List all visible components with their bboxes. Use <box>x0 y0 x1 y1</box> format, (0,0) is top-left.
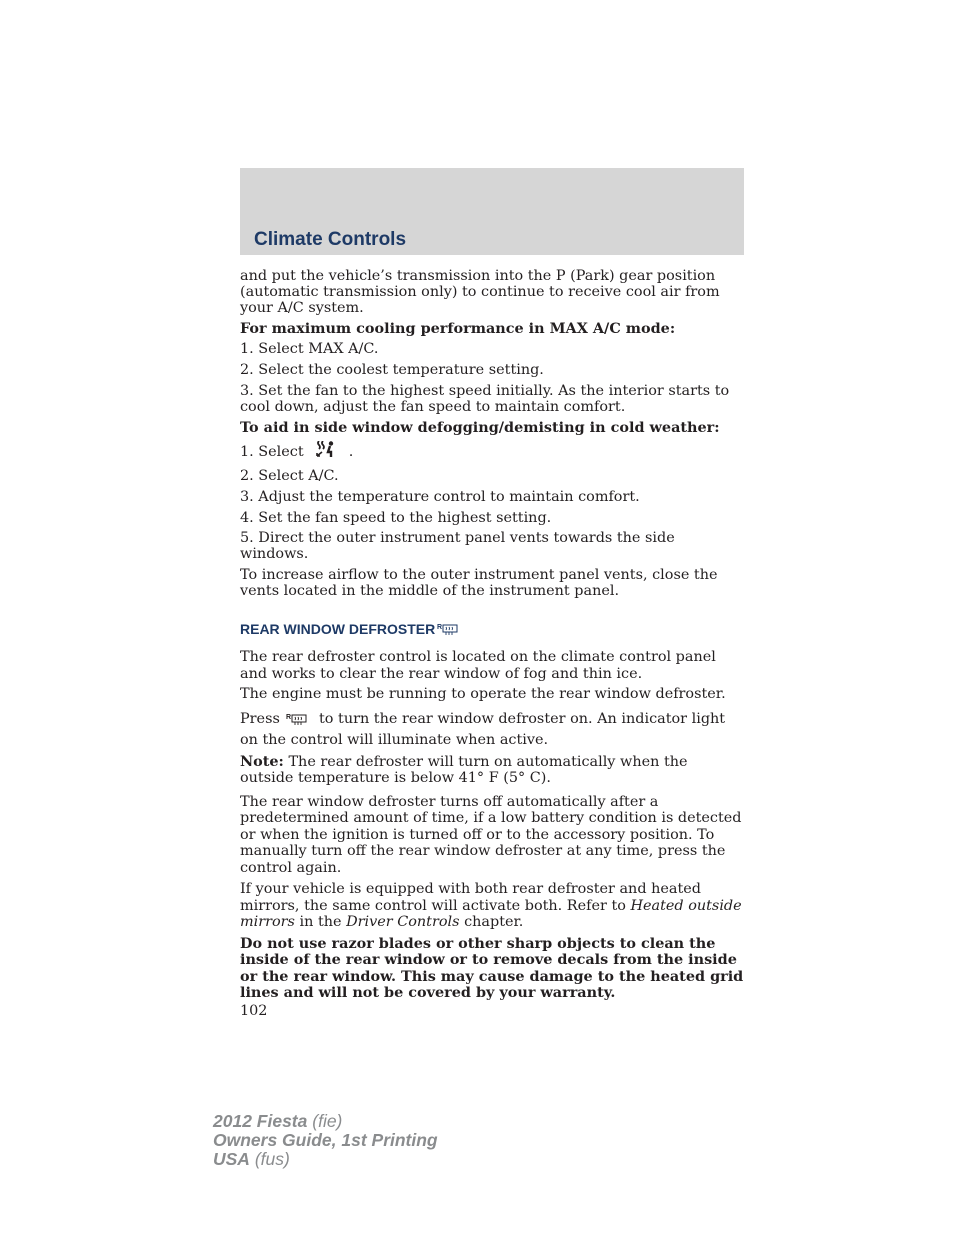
footer-line-3 <box>213 1150 438 1169</box>
svg-text:R: R <box>286 714 292 722</box>
rear-defroster-icon <box>437 622 459 640</box>
defog-step-2: 2. Select A/C. <box>240 467 339 484</box>
max-ac-step-1: 1. Select MAX A/C. <box>240 341 379 358</box>
rear-defroster-paragraph-5 <box>240 881 744 931</box>
footer-line-1 <box>213 1112 438 1131</box>
rear-defroster-paragraph-1: The rear defroster control is located on the climate control panel and works to clear the rear window of fog and thin ice. <box>240 649 716 682</box>
footer-market: USA <box>213 1149 250 1169</box>
rear-defroster-heading <box>240 622 744 640</box>
max-ac-step-2: 2. Select the coolest temperature setting. <box>240 361 544 378</box>
svg-text:R: R <box>437 623 443 631</box>
heated-mirrors-reference: Heated outside mirrors <box>240 897 742 931</box>
intro-paragraph: and put the vehicle’s transmission into the P (Park) gear position (automatic transmission only) to continue to receive cool air from your A/C system. <box>240 268 720 316</box>
max-ac-heading: For maximum cooling performance in MAX A/C mode: <box>240 320 676 338</box>
page-content <box>240 269 744 1020</box>
defog-step-1 <box>240 441 744 464</box>
press-suffix: to turn the rear window defroster on. An indicator light on the control will illuminate when active. <box>240 711 726 749</box>
note-label: Note: <box>240 753 284 771</box>
defog-airflow-note: To increase airflow to the outer instrument panel vents, close the vents located in the middle of the instrument panel. <box>240 566 718 599</box>
note-text: The rear defroster will turn on automatically when the outside temperature is below 41° F (5° C). <box>240 754 688 786</box>
defog-step-3: 3. Adjust the temperature control to maintain comfort. <box>240 488 640 505</box>
footer-model: 2012 Fiesta <box>213 1111 308 1131</box>
rear-defroster-note <box>240 754 744 787</box>
rear-defroster-paragraph-3 <box>240 710 744 749</box>
defog-step-1-suffix: . <box>348 444 354 461</box>
footer-model-code: (fie) <box>312 1111 343 1131</box>
document-footer <box>213 1112 438 1169</box>
p5-text-b: in the <box>299 914 342 931</box>
defog-step-5: 5. Direct the outer instrument panel vents towards the side windows. <box>240 530 675 563</box>
p5-text-a: If your vehicle is equipped with both rear defroster and heated mirrors, the same control will activate both. Refer to <box>240 881 701 914</box>
driver-controls-reference: Driver Controls <box>346 914 460 931</box>
rear-defroster-paragraph-2: The engine must be running to operate the rear window defroster. <box>240 686 726 703</box>
press-prefix: Press <box>240 711 280 728</box>
page-number: 102 <box>240 1002 268 1019</box>
defog-step-1-prefix: 1. Select <box>240 444 304 461</box>
rear-defroster-paragraph-4: The rear window defroster turns off automatically after a predetermined amount of time, if a low battery condition is detected or when the ignition is turned off or to the accessory position. To manually turn off the rear window defroster at any time, press the control again. <box>240 793 742 876</box>
p5-text-c: chapter. <box>464 914 524 931</box>
section-header-band <box>240 168 744 255</box>
rear-defroster-heading-text: REAR WINDOW DEFROSTER <box>240 620 436 637</box>
footer-market-code: (fus) <box>254 1149 290 1169</box>
floor-defrost-mode-icon <box>316 441 336 464</box>
defog-heading: To aid in side window defogging/demisting in cold weather: <box>240 419 720 437</box>
defog-step-4: 4. Set the fan speed to the highest setting. <box>240 509 552 526</box>
warning-text: Do not use razor blades or other sharp objects to clean the inside of the rear window or to remove decals from the inside or the rear window. This may cause damage to the heated grid lines and will not be covered by your warranty. <box>240 934 744 1002</box>
section-title: Climate Controls <box>254 229 407 250</box>
rear-defroster-icon <box>286 712 308 731</box>
footer-line-2: Owners Guide, 1st Printing <box>213 1130 438 1150</box>
max-ac-step-3: 3. Set the fan to the highest speed initially. As the interior starts to cool down, adjust the fan speed to maintain comfort. <box>240 382 730 415</box>
